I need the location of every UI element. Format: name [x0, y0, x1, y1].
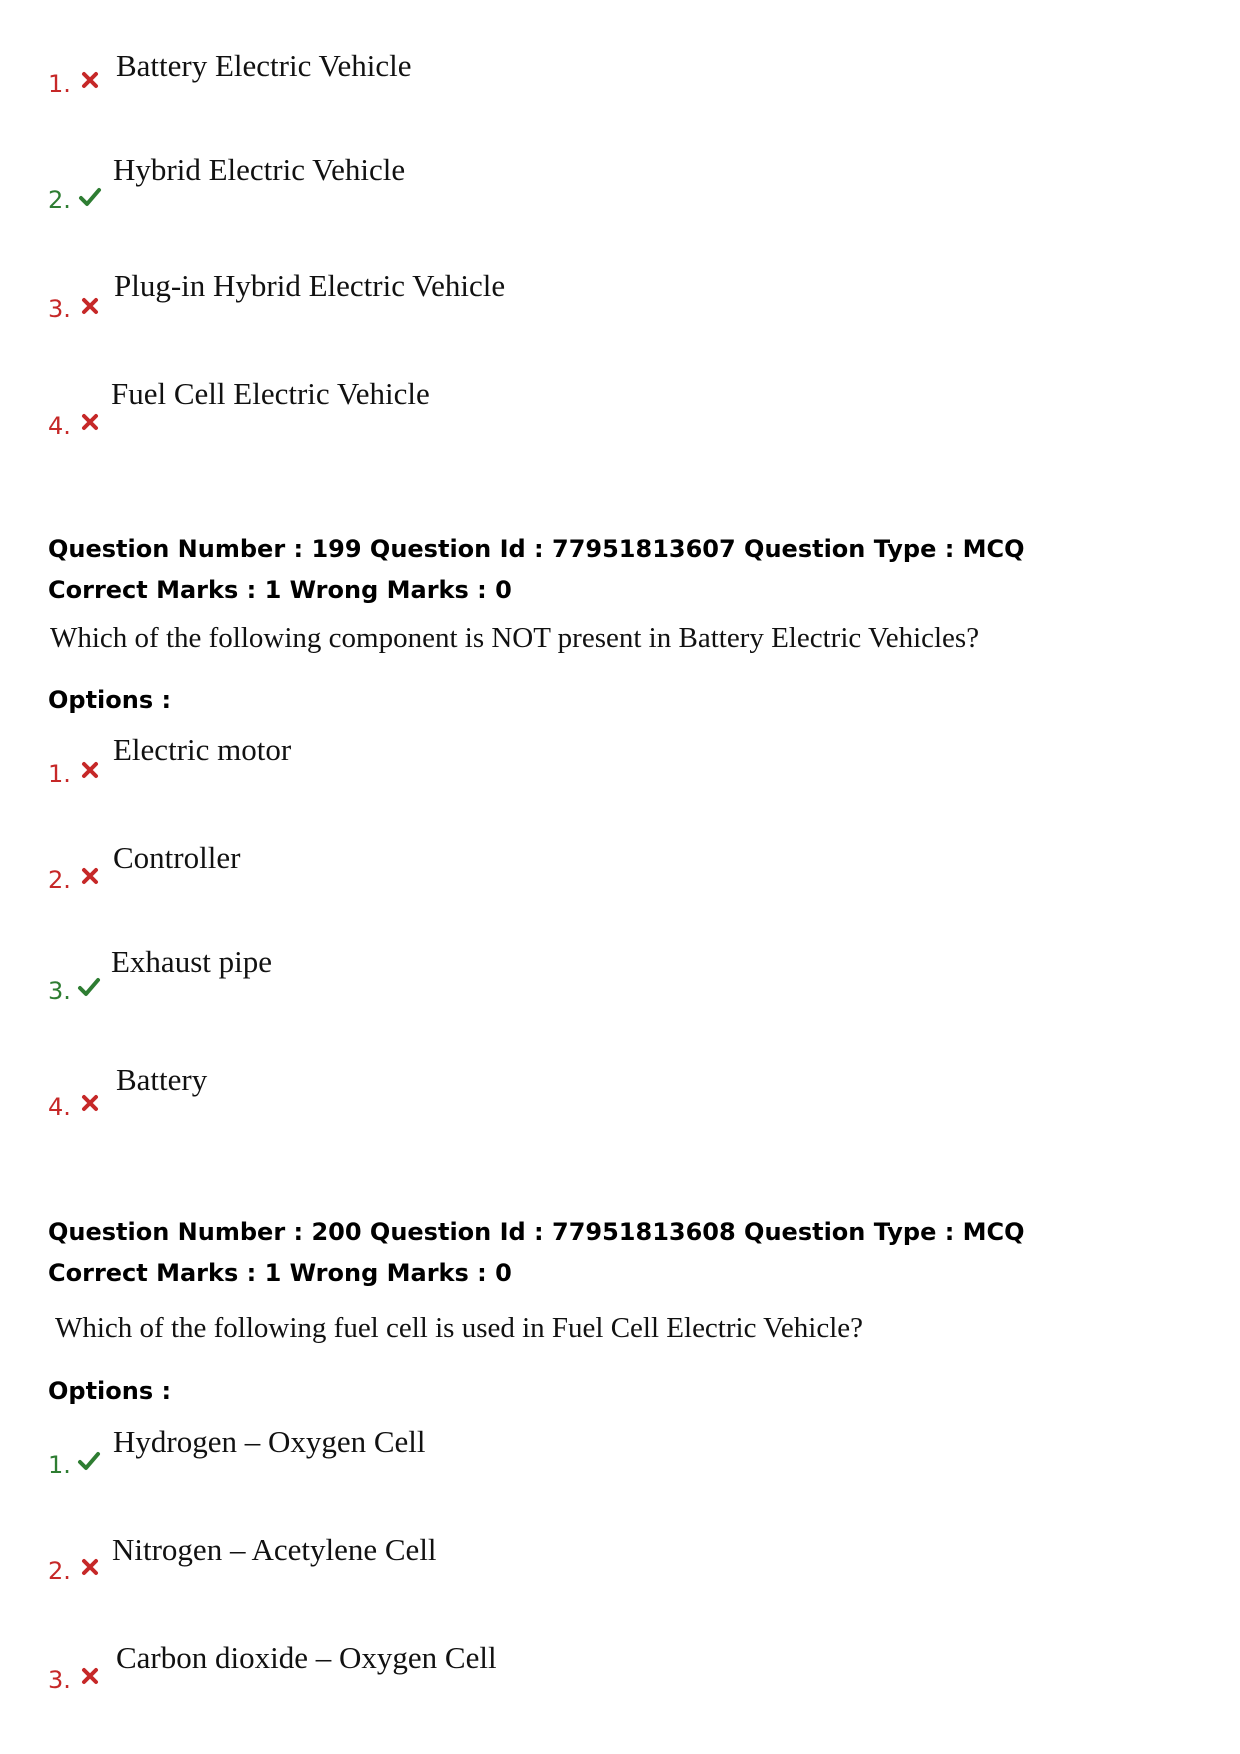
option-number: 2.: [48, 1557, 71, 1585]
cross-icon: [80, 760, 100, 780]
option-number: 3.: [48, 977, 71, 1005]
option-text: Fuel Cell Electric Vehicle: [111, 376, 430, 411]
option-text: Nitrogen – Acetylene Cell: [112, 1532, 437, 1567]
option-text: Hybrid Electric Vehicle: [113, 152, 406, 187]
question-marks: Correct Marks : 1 Wrong Marks : 0: [48, 576, 512, 604]
cross-icon: [80, 296, 100, 316]
option-text: Electric motor: [113, 732, 292, 767]
option-number: 3.: [48, 295, 71, 323]
cross-icon: [80, 866, 100, 886]
option-text: Battery: [116, 1062, 208, 1097]
option-text: Carbon dioxide – Oxygen Cell: [116, 1640, 497, 1675]
option-number: 3.: [48, 1666, 71, 1694]
option-number: 1.: [48, 1451, 71, 1479]
option-number: 4.: [48, 412, 71, 440]
option-number: 4.: [48, 1093, 71, 1121]
options-label: Options :: [48, 1377, 172, 1405]
question-text: Which of the following fuel cell is used in Fuel Cell Electric Vehicle?: [55, 1312, 864, 1344]
option-number: 2.: [48, 866, 71, 894]
check-icon: [78, 186, 102, 208]
question-header: Question Number : 199 Question Id : 77951813607 Question Type : MCQ: [48, 535, 1025, 563]
question-header: Question Number : 200 Question Id : 77951813608 Question Type : MCQ: [48, 1218, 1025, 1246]
check-icon: [77, 1450, 101, 1472]
cross-icon: [80, 1666, 100, 1686]
question-text: Which of the following component is NOT present in Battery Electric Vehicles?: [50, 622, 980, 654]
cross-icon: [80, 1093, 100, 1113]
cross-icon: [80, 1557, 100, 1577]
options-label: Options :: [48, 686, 172, 714]
option-number: 2.: [48, 186, 71, 214]
option-text: Hydrogen – Oxygen Cell: [113, 1424, 426, 1459]
option-text: Battery Electric Vehicle: [116, 48, 412, 83]
option-number: 1.: [48, 760, 71, 788]
option-number: 1.: [48, 70, 71, 98]
question-marks: Correct Marks : 1 Wrong Marks : 0: [48, 1259, 512, 1287]
cross-icon: [80, 412, 100, 432]
option-text: Exhaust pipe: [111, 944, 272, 979]
check-icon: [77, 976, 101, 998]
option-text: Plug-in Hybrid Electric Vehicle: [114, 268, 506, 303]
option-text: Controller: [113, 840, 241, 875]
